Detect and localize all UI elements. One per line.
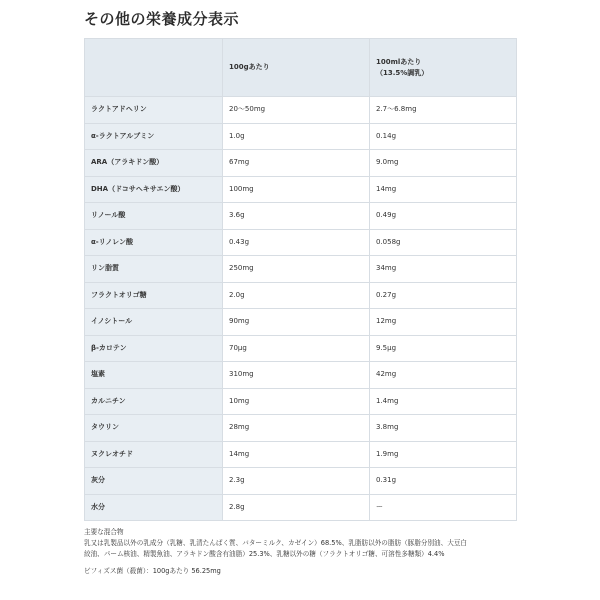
value-per-100ml: 1.9mg (370, 441, 517, 468)
nutrient-name: 水分 (85, 494, 223, 521)
header-empty (85, 39, 223, 97)
table-row (85, 362, 517, 389)
page-title: その他の栄養成分表示 (84, 10, 240, 28)
notes-bifido: ビフィズス菌（殺菌）：100gあたり 56.25mg (84, 567, 221, 575)
value-per-100ml: 0.27g (370, 282, 517, 309)
value-per-100g: 2.8g (223, 494, 370, 521)
nutrient-name: ラクトアドヘリン (85, 97, 223, 124)
table-row (85, 256, 517, 283)
value-per-100ml: 34mg (370, 256, 517, 283)
value-per-100g: 310mg (223, 362, 370, 389)
notes-heading: 主要な混合物 (84, 528, 124, 536)
value-per-100ml: 0.49g (370, 203, 517, 230)
value-per-100g: 14mg (223, 441, 370, 468)
nutrient-name: フラクトオリゴ糖 (85, 282, 223, 309)
value-per-100ml: 1.4mg (370, 388, 517, 415)
table-row (85, 203, 517, 230)
table-body (85, 97, 517, 521)
nutrient-name: カルニチン (85, 388, 223, 415)
value-per-100ml: 0.058g (370, 229, 517, 256)
table-row (85, 494, 517, 521)
table-row (85, 123, 517, 150)
notes (84, 527, 524, 577)
nutrition-table (84, 38, 517, 521)
nutrient-name: β-カロテン (85, 335, 223, 362)
nutrient-name: イノシトール (85, 309, 223, 336)
notes-line-2: 絞油、パーム核油、精製魚油、アラキドン酸含有油脂）25.3%、乳糖以外の糖（フラクトオリゴ糖、可溶性多糖類）4.4% (84, 550, 445, 558)
nutrient-name: α-リノレン酸 (85, 229, 223, 256)
nutrient-name: DHA（ドコサヘキサエン酸） (85, 176, 223, 203)
nutrient-name: タウリン (85, 415, 223, 442)
header-per-100ml (370, 39, 517, 97)
value-per-100ml: 3.8mg (370, 415, 517, 442)
table-row (85, 388, 517, 415)
value-per-100ml: 14mg (370, 176, 517, 203)
value-per-100ml: 9.5μg (370, 335, 517, 362)
value-per-100ml: 9.0mg (370, 150, 517, 177)
table-row (85, 282, 517, 309)
value-per-100ml: 2.7〜6.8mg (370, 97, 517, 124)
header-per-100ml-line2: （13.5%調乳） (376, 68, 429, 77)
table-row (85, 176, 517, 203)
nutrient-name: ARA（アラキドン酸） (85, 150, 223, 177)
header-per-100ml-line1: 100mlあたり (376, 57, 422, 66)
value-per-100g: 28mg (223, 415, 370, 442)
value-per-100g: 2.3g (223, 468, 370, 495)
nutrient-name: α-ラクトアルブミン (85, 123, 223, 150)
table-header-row (85, 39, 517, 97)
nutrient-name: ヌクレオチド (85, 441, 223, 468)
value-per-100g: 100mg (223, 176, 370, 203)
nutrient-name: 灰分 (85, 468, 223, 495)
table-row (85, 415, 517, 442)
value-per-100ml: 0.14g (370, 123, 517, 150)
table-row (85, 335, 517, 362)
table-row (85, 441, 517, 468)
value-per-100g: 2.0g (223, 282, 370, 309)
value-per-100ml: 0.31g (370, 468, 517, 495)
value-per-100g: 90mg (223, 309, 370, 336)
nutrient-name: 塩素 (85, 362, 223, 389)
value-per-100g: 3.6g (223, 203, 370, 230)
value-per-100g: 10mg (223, 388, 370, 415)
table-row (85, 97, 517, 124)
value-per-100ml: 12mg (370, 309, 517, 336)
table-row (85, 468, 517, 495)
table-row (85, 229, 517, 256)
value-per-100g: 20〜50mg (223, 97, 370, 124)
table-row (85, 150, 517, 177)
value-per-100g: 0.43g (223, 229, 370, 256)
value-per-100g: 67mg (223, 150, 370, 177)
value-per-100ml: 42mg (370, 362, 517, 389)
nutrient-name: リノール酸 (85, 203, 223, 230)
header-per-100g: 100gあたり (223, 39, 370, 97)
notes-line-1: 乳又は乳製品以外の乳成分（乳糖、乳清たんぱく質、バターミルク、カゼイン）68.5%、乳脂肪以外の脂肪（豚脂分別油、大豆白 (84, 539, 468, 547)
value-per-100ml: ー (370, 494, 517, 521)
value-per-100g: 70μg (223, 335, 370, 362)
table-row (85, 309, 517, 336)
value-per-100g: 1.0g (223, 123, 370, 150)
nutrient-name: リン脂質 (85, 256, 223, 283)
value-per-100g: 250mg (223, 256, 370, 283)
